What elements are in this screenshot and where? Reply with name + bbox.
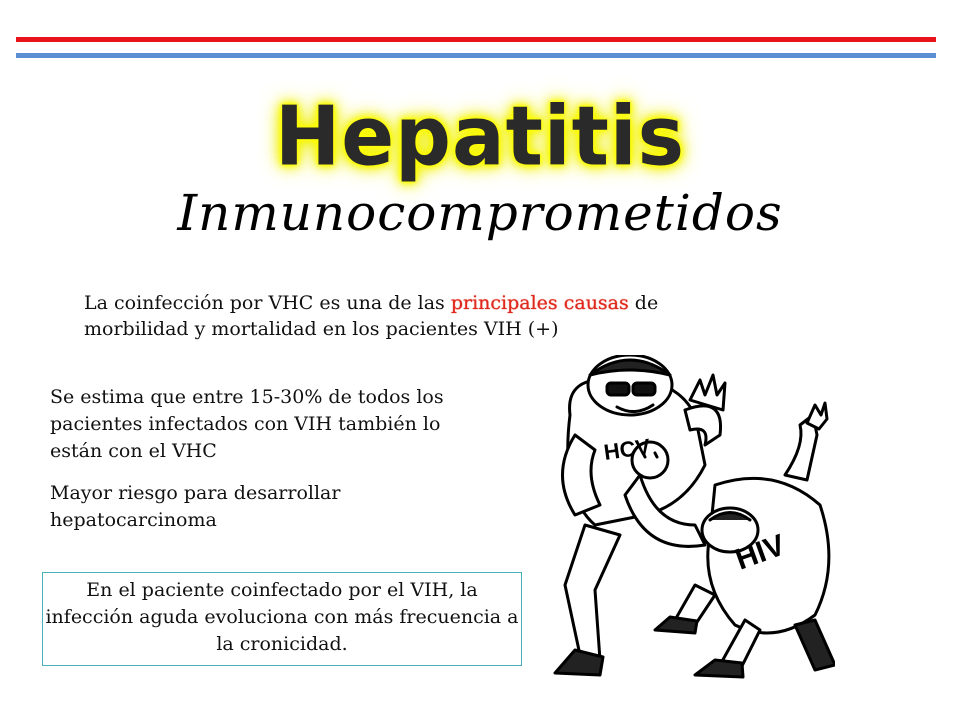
hepatocarcinoma-risk-paragraph: Mayor riesgo para desarrollar hepatocarcinoma xyxy=(50,482,341,531)
intro-text-before: La coinfección por VHC es una de las xyxy=(84,292,451,314)
intro-highlight: principales causas xyxy=(450,292,629,314)
intro-paragraph xyxy=(84,290,664,342)
top-blue-bar xyxy=(16,53,936,58)
hcv-hiv-cartoon xyxy=(545,355,835,695)
hiv-label: HIV xyxy=(731,528,790,577)
intro-text-after: de morbilidad y mortalidad en los pacientes VIH (+) xyxy=(84,292,659,340)
top-red-bar xyxy=(16,37,936,42)
slide-title: Hepatitis xyxy=(274,89,686,185)
coinfection-stat-paragraph: Se estima que entre 15-30% de todos los pacientes infectados con VIH también lo están con el VHC xyxy=(50,386,444,462)
chronicity-note-text: En el paciente coinfectado por el VIH, la infección aguda evoluciona con más frecuencia a la cronicidad. xyxy=(45,579,519,655)
chronicity-note-box xyxy=(42,572,522,666)
hcv-label: HCV xyxy=(602,433,652,465)
slide-subtitle: Inmunocomprometidos xyxy=(177,184,783,242)
